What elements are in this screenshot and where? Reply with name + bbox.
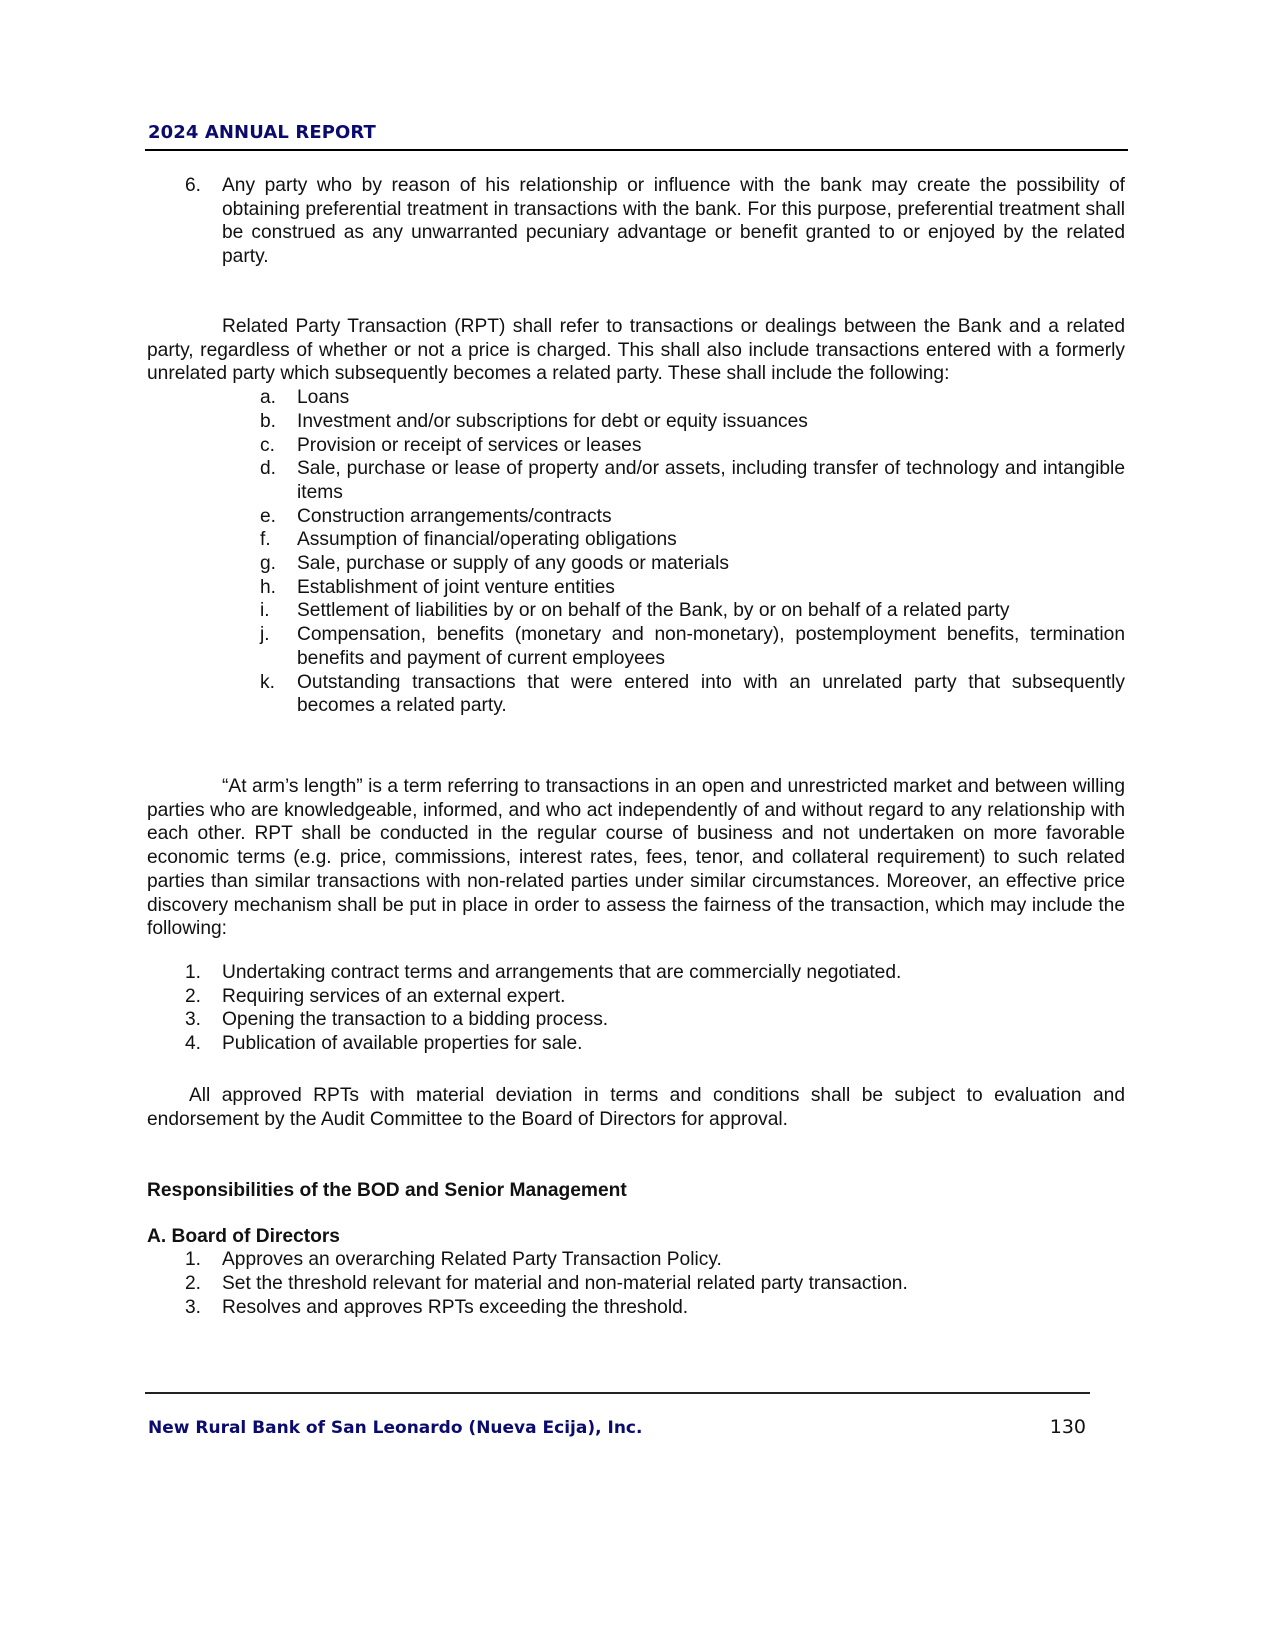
- list-item: [147, 576, 1125, 600]
- board-of-directors-heading: A. Board of Directors: [147, 1225, 340, 1247]
- list-label: f.: [260, 529, 271, 551]
- list-text: Establishment of joint venture entities: [297, 576, 615, 598]
- rpt-definition-section: [147, 315, 1125, 718]
- list-text: Set the threshold relevant for material and non-material related party transaction.: [222, 1273, 908, 1295]
- list-item: [147, 457, 1125, 504]
- footer-organization-name: New Rural Bank of San Leonardo (Nueva Ecija), Inc.: [148, 1418, 643, 1438]
- list-item: [147, 671, 1125, 718]
- list-text: Opening the transaction to a bidding process.: [222, 1009, 609, 1031]
- list-item: [147, 1272, 1125, 1296]
- list-label: 1.: [185, 961, 202, 983]
- list-text: Publication of available properties for sale.: [222, 1033, 583, 1055]
- list-item: [147, 1248, 1125, 1272]
- list-item: [147, 434, 1125, 458]
- list-item: [147, 623, 1125, 670]
- price-discovery-list: [147, 961, 1125, 1056]
- list-text: Outstanding transactions that were entered into with an unrelated party that subsequently becomes a related party.: [297, 671, 1125, 717]
- footer-divider: [145, 1392, 1090, 1394]
- list-item: [147, 505, 1125, 529]
- list-item: [147, 386, 1125, 410]
- list-text: Investment and/or subscriptions for debt or equity issuances: [297, 410, 808, 432]
- list-item: [147, 174, 1125, 269]
- list-label: 2.: [185, 1273, 202, 1295]
- list-item: [147, 1008, 1125, 1032]
- list-label: 3.: [185, 1009, 202, 1031]
- list-item: [147, 985, 1125, 1009]
- approval-paragraph: All approved RPTs with material deviation in terms and conditions shall be subject to evaluation and endorsement by the Audit Committee to the Board of Directors for approval.: [147, 1085, 1125, 1130]
- approval-section: [147, 1084, 1125, 1131]
- list-item: [147, 1032, 1125, 1056]
- board-responsibilities-list: [147, 1248, 1125, 1319]
- list-label: k.: [260, 671, 275, 693]
- list-label: 4.: [185, 1033, 202, 1055]
- list-label: g.: [260, 553, 277, 575]
- list-text: Sale, purchase or supply of any goods or materials: [297, 553, 729, 575]
- list-label: b.: [260, 410, 277, 432]
- list-item: [147, 552, 1125, 576]
- list-label: c.: [260, 434, 275, 456]
- section-item-6: [147, 174, 1125, 269]
- arms-length-paragraph: “At arm’s length” is a term referring to transactions in an open and unrestricted market and between willing parties who are knowledgeable, informed, and who act independently of and without regard to any relationship with each other. RPT shall be conducted in the regular course of business and not undertaken on more favorable economic terms (e.g. price, commissions, interest rates, fees, tenor, and collateral requirement) to such related parties than similar transactions with non-related parties under similar circumstances. Moreover, an effective price discovery mechanism shall be put in place in order to assess the fairness of the transaction, which may include the following:: [147, 776, 1125, 940]
- list-label: j.: [260, 624, 270, 646]
- list-label: 6.: [185, 175, 202, 196]
- arms-length-section: [147, 775, 1125, 1056]
- list-text: Resolves and approves RPTs exceeding the threshold.: [222, 1296, 689, 1318]
- page-number: 130: [1049, 1416, 1086, 1438]
- list-text: Undertaking contract terms and arrangements that are commercially negotiated.: [222, 961, 902, 983]
- list-text: Compensation, benefits (monetary and non-monetary), postemployment benefits, termination benefits and payment of current employees: [297, 624, 1125, 669]
- list-label: a.: [260, 387, 277, 409]
- header-divider: [145, 149, 1128, 151]
- list-text: Sale, purchase or lease of property and/or assets, including transfer of technology and intangible items: [297, 458, 1125, 503]
- responsibilities-section: [147, 1179, 1125, 1320]
- list-label: 2.: [185, 985, 202, 1007]
- list-item: [147, 599, 1125, 623]
- list-item: [147, 961, 1125, 985]
- list-label: h.: [260, 576, 277, 598]
- responsibilities-heading: Responsibilities of the BOD and Senior Management: [147, 1180, 627, 1201]
- rpt-types-list: [147, 386, 1125, 718]
- rpt-definition-paragraph: Related Party Transaction (RPT) shall refer to transactions or dealings between the Bank and a related party, regardless of whether or not a price is charged. This shall also include transactions entered with a formerly unrelated party which subsequently becomes a related party. These shall include the following:: [147, 316, 1125, 385]
- list-item: [147, 1296, 1125, 1320]
- list-text: Provision or receipt of services or leases: [297, 434, 642, 456]
- list-label: 3.: [185, 1296, 202, 1318]
- list-label: i.: [260, 600, 270, 622]
- list-text: Settlement of liabilities by or on behalf of the Bank, by or on behalf of a related party: [297, 600, 1010, 622]
- list-label: d.: [260, 458, 277, 480]
- list-text: Construction arrangements/contracts: [297, 505, 612, 527]
- list-text: Loans: [297, 387, 350, 409]
- list-item: [147, 528, 1125, 552]
- list-text: Any party who by reason of his relationship or influence with the bank may create the possibility of obtaining preferential treatment in transactions with the bank. For this purpose, preferential treatment shall be construed as any unwarranted pecuniary advantage or benefit granted to or enjoyed by the related party.: [222, 175, 1125, 268]
- list-label: 1.: [185, 1249, 202, 1271]
- list-text: Approves an overarching Related Party Transaction Policy.: [222, 1249, 722, 1271]
- list-label: e.: [260, 505, 277, 527]
- list-text: Assumption of financial/operating obligations: [297, 529, 677, 551]
- list-text: Requiring services of an external expert.: [222, 985, 566, 1007]
- list-item: [147, 410, 1125, 434]
- report-header-title: 2024 ANNUAL REPORT: [148, 122, 376, 143]
